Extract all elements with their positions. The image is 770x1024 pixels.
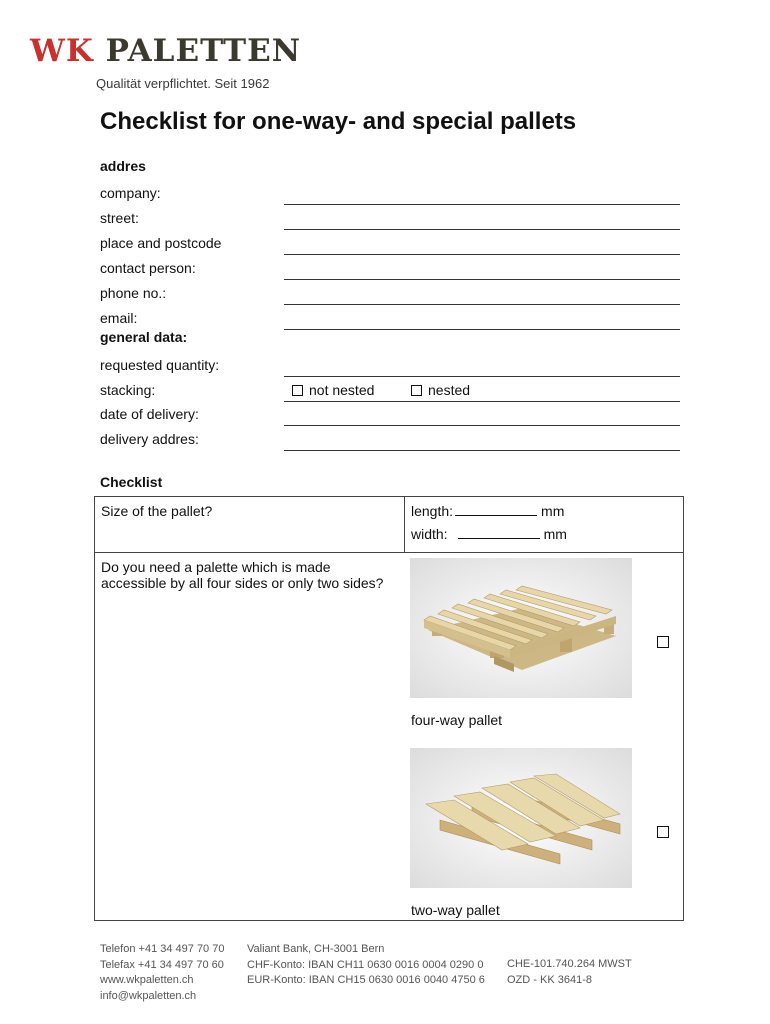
length-label: length: — [411, 503, 454, 519]
stacking-label: stacking: — [100, 382, 156, 398]
two-way-checkbox[interactable] — [657, 826, 669, 838]
contact-person-field[interactable] — [284, 279, 680, 280]
footer-email[interactable]: info@wkpaletten.ch — [100, 989, 197, 1002]
footer-phone: Telefon +41 34 497 70 70 — [100, 943, 225, 955]
footer-fax: Telefax +41 34 497 70 60 — [100, 958, 224, 971]
checklist-heading: Checklist — [100, 474, 163, 490]
nested-checkbox[interactable] — [411, 385, 422, 396]
footer-website[interactable]: www.wkpaletten.ch — [100, 974, 194, 986]
contact-person-label: contact person: — [100, 260, 196, 276]
tagline: Qualität verpflichtet. Seit 1962 — [96, 76, 270, 91]
footer-eur-account: EUR-Konto: IBAN CH15 0630 0016 0040 4750 6 — [247, 974, 485, 986]
stacking-nested-option[interactable] — [411, 382, 470, 398]
footer-bank-name: Valiant Bank, CH-3001 Bern — [247, 943, 385, 955]
four-way-caption: four-way pallet — [411, 712, 503, 728]
access-question-line1: Do you need a palette which is made — [101, 559, 331, 575]
size-question: Size of the pallet? — [101, 503, 213, 519]
length-row — [411, 503, 564, 519]
general-data-heading: general data: — [100, 329, 188, 345]
four-way-pallet-image — [410, 558, 632, 698]
width-unit: mm — [543, 526, 567, 542]
street-field[interactable] — [284, 229, 680, 230]
footer-vat: CHE-101.740.264 MWST — [507, 958, 632, 970]
footer-bank — [247, 942, 485, 989]
company-label: company: — [100, 185, 161, 201]
email-label: email: — [100, 310, 138, 326]
not-nested-label: not nested — [309, 382, 375, 398]
not-nested-checkbox[interactable] — [292, 385, 303, 396]
four-way-checkbox[interactable] — [657, 636, 669, 648]
length-field[interactable] — [455, 503, 537, 516]
phone-label: phone no.: — [100, 285, 167, 301]
phone-field[interactable] — [284, 304, 680, 305]
place-postcode-field[interactable] — [284, 254, 680, 255]
place-postcode-label: place and postcode — [100, 235, 222, 251]
stacking-line — [284, 401, 680, 402]
delivery-address-field[interactable] — [284, 450, 680, 451]
date-of-delivery-field[interactable] — [284, 425, 680, 426]
logo-paletten: PALETTEN — [105, 33, 302, 69]
width-label: width: — [411, 526, 448, 542]
width-field[interactable] — [458, 526, 540, 539]
two-way-pallet-image — [410, 748, 632, 888]
requested-quantity-label: requested quantity: — [100, 357, 220, 373]
company-logo — [30, 33, 302, 69]
footer-chf-account: CHF-Konto: IBAN CH11 0630 0016 0004 0290 0 — [247, 958, 484, 971]
two-way-caption: two-way pallet — [411, 902, 500, 918]
table-row-divider — [94, 552, 684, 553]
length-unit: mm — [541, 503, 565, 519]
table-column-divider — [404, 496, 405, 552]
footer-tax — [507, 957, 632, 988]
nested-label: nested — [428, 382, 471, 398]
footer-contact — [100, 942, 224, 1004]
company-field[interactable] — [284, 204, 680, 205]
street-label: street: — [100, 210, 139, 226]
date-of-delivery-label: date of delivery: — [100, 406, 199, 422]
stacking-not-nested-option[interactable] — [292, 382, 374, 398]
address-heading: addres — [100, 158, 146, 174]
requested-quantity-field[interactable] — [284, 376, 680, 377]
email-field[interactable] — [284, 329, 680, 330]
access-question-line2: accessible by all four sides or only two sides? — [101, 575, 384, 591]
logo-wk: WK — [30, 33, 94, 69]
width-row — [411, 526, 567, 542]
delivery-address-label: delivery addres: — [100, 431, 199, 447]
footer-ozd: OZD - KK 3641-8 — [507, 973, 592, 986]
page-title: Checklist for one-way- and special pallets — [100, 108, 577, 135]
